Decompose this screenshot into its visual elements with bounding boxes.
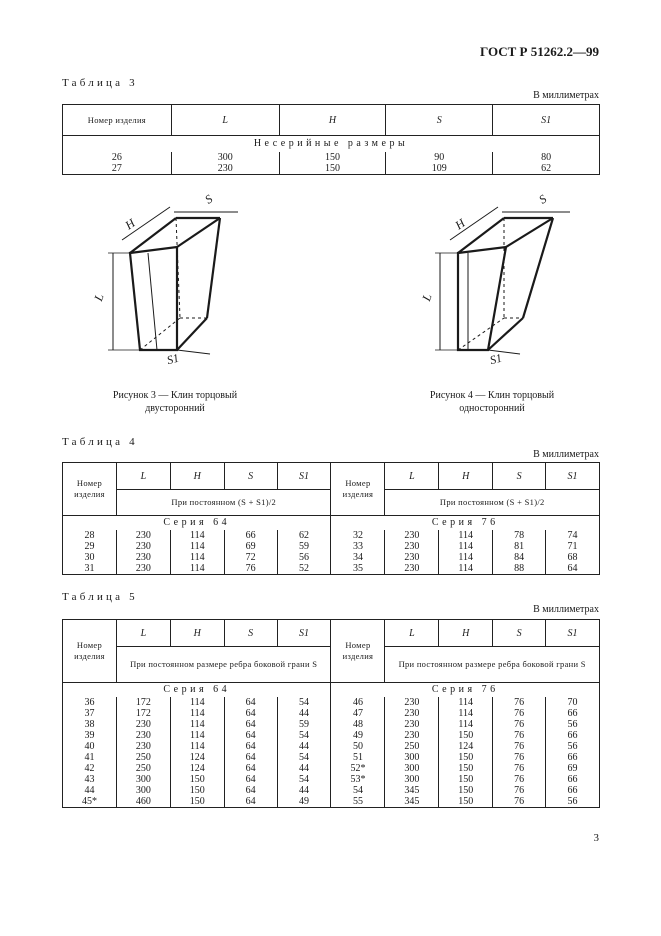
table4-label: Таблица 4	[62, 436, 138, 448]
table-cell: 64	[224, 708, 277, 719]
table-cell: 64	[224, 774, 277, 785]
table-cell: 50	[331, 741, 385, 752]
table5-note: При постоянном размере ребра боковой грани S	[385, 647, 600, 683]
table5-col-l: L	[385, 620, 439, 647]
table-cell: 76	[493, 763, 546, 774]
table5-right-series: Серия 76	[331, 683, 600, 697]
table-cell: 71	[546, 541, 600, 552]
table-cell: 230	[116, 552, 170, 563]
table-cell: 34	[331, 552, 385, 563]
table-cell: 230	[385, 730, 439, 741]
table-cell: 37	[63, 708, 117, 719]
table-cell: 66	[546, 708, 600, 719]
table-cell: 70	[546, 697, 600, 708]
table-cell: 66	[224, 530, 277, 541]
table-cell: 250	[116, 763, 170, 774]
table-cell: 54	[277, 752, 331, 763]
table-cell: 114	[170, 530, 224, 541]
table-cell: 230	[385, 708, 439, 719]
table-cell: 114	[170, 708, 224, 719]
table-cell: 76	[493, 730, 546, 741]
table-row	[63, 541, 600, 552]
table-cell: 54	[331, 785, 385, 796]
table-cell: 62	[277, 530, 331, 541]
table-cell: 41	[63, 752, 117, 763]
table-cell: 30	[63, 552, 117, 563]
table5-col-l: L	[116, 620, 170, 647]
table-cell: 114	[439, 563, 493, 575]
table-cell: 62	[493, 163, 600, 175]
table-cell: 64	[224, 719, 277, 730]
table-cell: 42	[63, 763, 117, 774]
table-cell: 230	[385, 552, 439, 563]
table-cell: 49	[331, 730, 385, 741]
table-row	[63, 730, 600, 741]
table-cell: 76	[224, 563, 277, 575]
table-cell: 54	[277, 697, 331, 708]
table5-col-number: Номер изделия	[63, 620, 117, 683]
table3-col-number: Номер изделия	[63, 105, 172, 136]
table-cell: 150	[439, 785, 493, 796]
table-cell: 76	[493, 774, 546, 785]
table3	[62, 104, 600, 175]
table-row	[63, 763, 600, 774]
table-cell: 230	[116, 530, 170, 541]
table-cell: 76	[493, 785, 546, 796]
table-cell: 40	[63, 741, 117, 752]
figure3-label-s: S	[202, 191, 216, 207]
table-cell: 84	[493, 552, 546, 563]
table5	[62, 619, 600, 808]
table-cell: 150	[279, 152, 386, 163]
table-cell: 114	[170, 730, 224, 741]
table4-col-number: Номер изделия	[63, 463, 117, 516]
figure4-label-s1: S1	[488, 350, 504, 368]
table4-col-s: S	[224, 463, 277, 490]
table4-col-s: S	[493, 463, 546, 490]
table-cell: 230	[385, 719, 439, 730]
table-cell: 76	[493, 741, 546, 752]
figure4-label-s: S	[536, 191, 550, 207]
table4-col-l: L	[385, 463, 439, 490]
table-cell: 124	[439, 741, 493, 752]
table3-units: В миллиметрах	[533, 90, 599, 101]
table-cell: 124	[170, 763, 224, 774]
table-cell: 114	[439, 552, 493, 563]
table-cell: 345	[385, 785, 439, 796]
figure4-label-l: L	[419, 291, 435, 303]
table-cell: 250	[385, 741, 439, 752]
table-cell: 114	[439, 541, 493, 552]
table3-label: Таблица 3	[62, 77, 138, 89]
table-cell: 230	[385, 530, 439, 541]
table4-right-series: Серия 76	[331, 516, 600, 530]
table-cell: 29	[63, 541, 117, 552]
table-cell: 66	[546, 785, 600, 796]
table-cell: 172	[116, 708, 170, 719]
table-row	[63, 163, 600, 175]
table-cell: 76	[493, 697, 546, 708]
table-cell: 56	[546, 719, 600, 730]
table-cell: 150	[279, 163, 386, 175]
table-cell: 69	[546, 763, 600, 774]
table-cell: 43	[63, 774, 117, 785]
table-cell: 44	[63, 785, 117, 796]
table-cell: 76	[493, 719, 546, 730]
table-cell: 59	[277, 541, 331, 552]
table-cell: 300	[116, 774, 170, 785]
table-cell: 56	[277, 552, 331, 563]
table-cell: 90	[386, 152, 493, 163]
table5-col-s: S	[224, 620, 277, 647]
table-cell: 51	[331, 752, 385, 763]
table5-col-s: S	[493, 620, 546, 647]
table5-col-s1: S1	[546, 620, 600, 647]
table-cell: 114	[170, 697, 224, 708]
table-cell: 26	[63, 152, 172, 163]
table-row	[63, 719, 600, 730]
table-cell: 230	[116, 741, 170, 752]
table-row	[63, 697, 600, 708]
table-cell: 59	[277, 719, 331, 730]
table-cell: 230	[385, 563, 439, 575]
table-cell: 230	[116, 563, 170, 575]
table-cell: 74	[546, 530, 600, 541]
table4-note: При постоянном (S + S1)/2	[385, 490, 600, 516]
table-cell: 230	[116, 719, 170, 730]
table4-col-l: L	[116, 463, 170, 490]
table-cell: 72	[224, 552, 277, 563]
table4-left-series: Серия 64	[63, 516, 331, 530]
table4-col-number: Номер изделия	[331, 463, 385, 516]
table5-left-series: Серия 64	[63, 683, 331, 697]
table4-note: При постоянном (S + S1)/2	[116, 490, 331, 516]
figure3-label-s1: S1	[165, 350, 181, 368]
table5-units: В миллиметрах	[533, 604, 599, 615]
table-cell: 64	[224, 741, 277, 752]
table-cell: 27	[63, 163, 172, 175]
table5-label: Таблица 5	[62, 591, 138, 603]
table-row	[63, 552, 600, 563]
table-cell: 28	[63, 530, 117, 541]
table-cell: 230	[171, 163, 279, 175]
table5-note: При постоянном размере ребра боковой грани S	[116, 647, 331, 683]
table-cell: 64	[224, 697, 277, 708]
figure4-caption: Рисунок 4 — Клин торцовый односторонний	[429, 390, 555, 414]
table-cell: 76	[493, 752, 546, 763]
table-cell: 150	[439, 774, 493, 785]
table5-col-number: Номер изделия	[331, 620, 385, 683]
table-cell: 150	[439, 730, 493, 741]
table-row	[63, 752, 600, 763]
table-cell: 33	[331, 541, 385, 552]
table-cell: 300	[385, 752, 439, 763]
table-row	[63, 563, 600, 575]
table3-col-s: S	[386, 105, 493, 136]
table-cell: 64	[224, 785, 277, 796]
table-cell: 300	[116, 785, 170, 796]
figure3-caption: Рисунок 3 — Клин торцовый двусторонний	[112, 390, 238, 414]
table-cell: 68	[546, 552, 600, 563]
table-cell: 230	[116, 730, 170, 741]
table-cell: 150	[170, 785, 224, 796]
table-cell: 300	[385, 763, 439, 774]
table-cell: 36	[63, 697, 117, 708]
table5-col-s1: S1	[277, 620, 331, 647]
table-row	[63, 530, 600, 541]
table-row	[63, 796, 600, 808]
table-cell: 64	[224, 796, 277, 808]
table-cell: 52	[277, 563, 331, 575]
table-cell: 76	[493, 796, 546, 808]
table-cell: 56	[546, 741, 600, 752]
table-cell: 150	[170, 774, 224, 785]
table-cell: 32	[331, 530, 385, 541]
table-cell: 150	[439, 763, 493, 774]
table-cell: 114	[170, 552, 224, 563]
table4-col-s1: S1	[546, 463, 600, 490]
table-row	[63, 152, 600, 163]
table3-col-h: H	[279, 105, 386, 136]
table-cell: 250	[116, 752, 170, 763]
figure4-wedge-drawing	[428, 190, 588, 370]
table-cell: 52*	[331, 763, 385, 774]
table-cell: 55	[331, 796, 385, 808]
table-cell: 230	[385, 541, 439, 552]
table-row	[63, 785, 600, 796]
table-cell: 150	[439, 752, 493, 763]
table-cell: 54	[277, 774, 331, 785]
table-cell: 69	[224, 541, 277, 552]
table-row	[63, 741, 600, 752]
table-cell: 460	[116, 796, 170, 808]
figure3-wedge-drawing	[100, 190, 260, 370]
table-row	[63, 774, 600, 785]
table-cell: 64	[546, 563, 600, 575]
figure3-label-h: H	[122, 215, 138, 233]
table-cell: 44	[277, 763, 331, 774]
table-cell: 150	[439, 796, 493, 808]
table-cell: 114	[170, 719, 224, 730]
table5-col-h: H	[439, 620, 493, 647]
table-cell: 300	[171, 152, 279, 163]
table-cell: 64	[224, 763, 277, 774]
table4-col-h: H	[170, 463, 224, 490]
table-cell: 66	[546, 774, 600, 785]
table-cell: 53*	[331, 774, 385, 785]
table-cell: 80	[493, 152, 600, 163]
table-cell: 114	[439, 530, 493, 541]
table-cell: 66	[546, 752, 600, 763]
table-cell: 44	[277, 785, 331, 796]
table-cell: 38	[63, 719, 117, 730]
table-cell: 44	[277, 741, 331, 752]
table-cell: 300	[385, 774, 439, 785]
table-row	[63, 708, 600, 719]
document-code: ГОСТ Р 51262.2—99	[480, 44, 599, 59]
table4-col-h: H	[439, 463, 493, 490]
table-cell: 345	[385, 796, 439, 808]
table-cell: 230	[116, 541, 170, 552]
table5-col-h: H	[170, 620, 224, 647]
table3-col-s1: S1	[493, 105, 600, 136]
page-number: 3	[593, 832, 599, 844]
table-cell: 45*	[63, 796, 117, 808]
table-cell: 114	[170, 563, 224, 575]
table-cell: 39	[63, 730, 117, 741]
table-cell: 172	[116, 697, 170, 708]
table3-section: Несерийные размеры	[63, 136, 600, 152]
table4-col-s1: S1	[277, 463, 331, 490]
table-cell: 114	[170, 541, 224, 552]
figure3-label-l: L	[91, 291, 107, 303]
table-cell: 114	[439, 697, 493, 708]
table-cell: 109	[386, 163, 493, 175]
table-cell: 78	[493, 530, 546, 541]
table-cell: 47	[331, 708, 385, 719]
table-cell: 66	[546, 730, 600, 741]
table-cell: 114	[439, 708, 493, 719]
table-cell: 114	[170, 741, 224, 752]
table-cell: 230	[385, 697, 439, 708]
table-cell: 76	[493, 708, 546, 719]
table-cell: 35	[331, 563, 385, 575]
table4-units: В миллиметрах	[533, 449, 599, 460]
table-cell: 150	[170, 796, 224, 808]
table-cell: 48	[331, 719, 385, 730]
table3-col-l: L	[171, 105, 279, 136]
figure4-label-h: H	[452, 215, 468, 233]
table-cell: 54	[277, 730, 331, 741]
table-cell: 46	[331, 697, 385, 708]
table-cell: 56	[546, 796, 600, 808]
table-cell: 44	[277, 708, 331, 719]
table-cell: 49	[277, 796, 331, 808]
table-cell: 31	[63, 563, 117, 575]
table-cell: 81	[493, 541, 546, 552]
table-cell: 88	[493, 563, 546, 575]
table4	[62, 462, 600, 575]
table-cell: 124	[170, 752, 224, 763]
table-cell: 64	[224, 730, 277, 741]
table-cell: 114	[439, 719, 493, 730]
table-cell: 64	[224, 752, 277, 763]
